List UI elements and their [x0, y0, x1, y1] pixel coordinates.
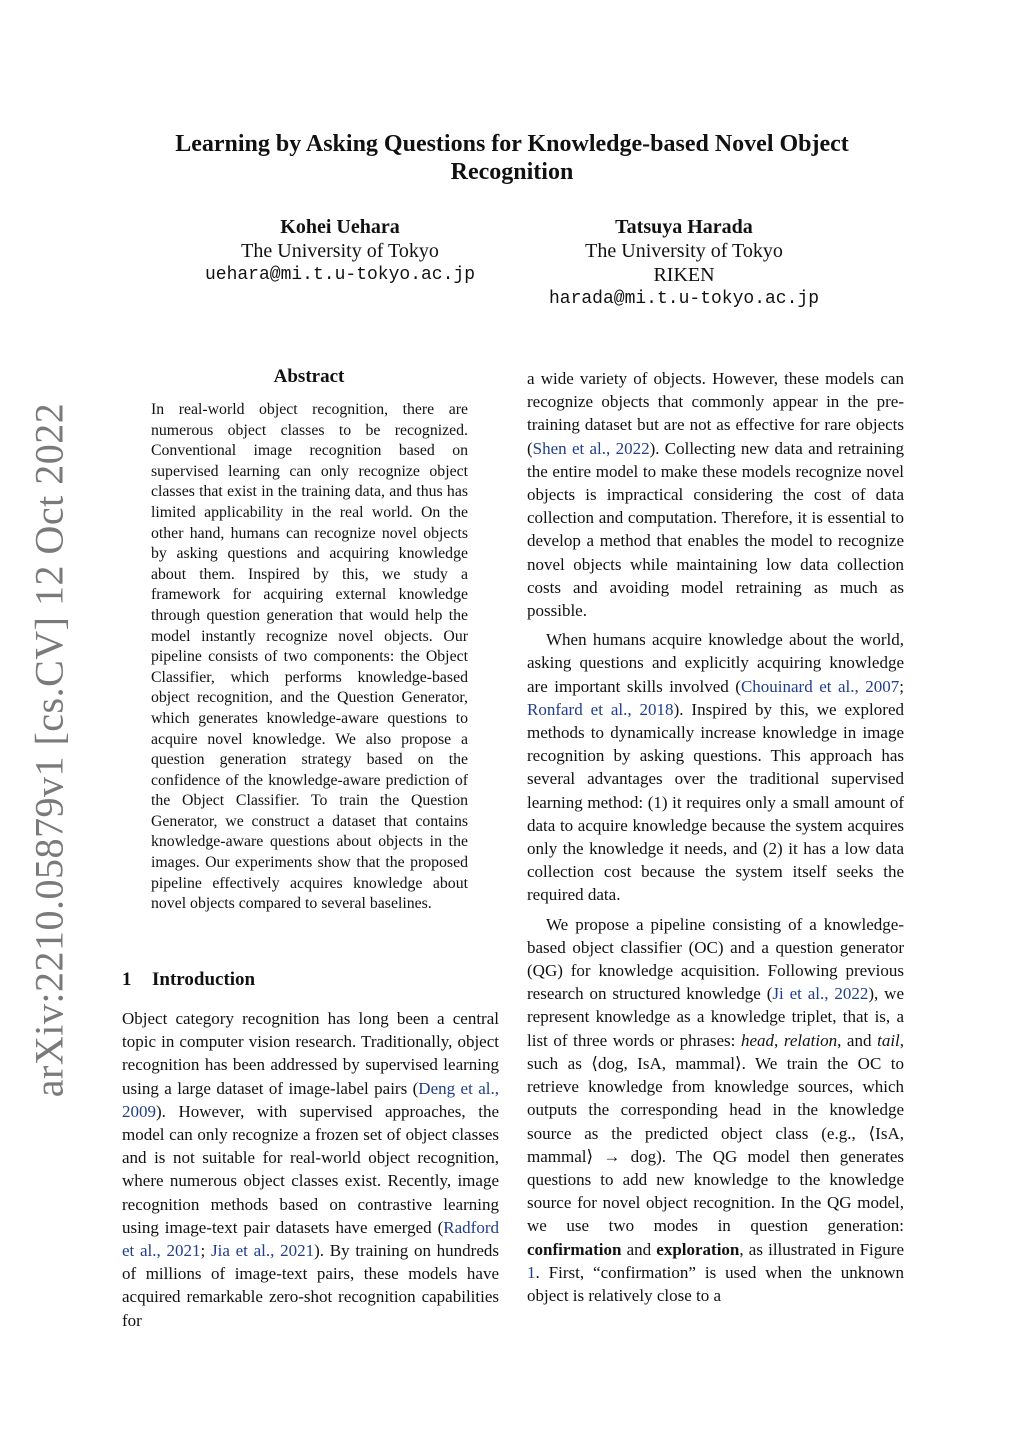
text-run: ). Inspired by this, we explored methods to dynamically increase knowledge in image recognition by asking questions. This approach has several advantages over the traditional supervised learning method: (1) it requires only a small amount of data to acquire knowledge because the system acquires only the knowledge it needs, and (2) it has a low data collection cost because the system itself seeks the required data.: [527, 699, 904, 905]
left-column-body: [122, 1007, 499, 1332]
paragraph: [122, 1007, 499, 1332]
author-email[interactable]: harada@mi.t.u-tokyo.ac.jp: [548, 289, 820, 309]
author-block-1: [190, 215, 490, 287]
text-run: ;: [200, 1241, 211, 1261]
italic-term: tail: [877, 1030, 900, 1050]
bold-term: confirmation: [527, 1239, 622, 1259]
text-run: , such as ⟨dog, IsA, mammal⟩. We train the OC to retrieve knowledge from knowledge sources, which outputs the corresponding head in the knowledge source as the predicted object class (e.g., ⟨IsA, mammal⟩ → dog). The QG model then generates questions to add new knowledge to the knowledge source for novel object recognition. In the QG model, we use two modes in question generation:: [527, 1030, 905, 1236]
text-run: ). However, with supervised approaches, the model can only recognize a frozen set of object classes and is not suitable for real-world object recognition, where numerous object classes exist. Recently, image recognition methods based on contrastive learning using image-text pair datasets have emerged (: [122, 1101, 499, 1237]
arxiv-identifier-text: arXiv:2210.05879v1 [cs.CV] 12 Oct 2022: [26, 402, 72, 1098]
text-run: When humans acquire knowledge about the world, asking questions and explicitly acquiring knowledge are important skills involved (: [527, 630, 904, 696]
text-run: ;: [899, 676, 904, 696]
right-column-body: [527, 367, 904, 1307]
abstract-text: In real-world object recognition, there are numerous object classes to be recognized. Conventional image recognition based on supervised learning can only recognize object classes that exist in the training data, and thus has limited applicability in the real world. On the other hand, humans can recognize novel objects by asking questions and acquiring knowledge about them. Inspired by this, we study a framework for acquiring external knowledge through question generation that would help the model instantly recognize novel objects. Our pipeline consists of two components: the Object Classifier, which performs knowledge-based object recognition, and the Question Generator, which generates knowledge-aware questions to acquire novel knowledge. We also propose a question generation strategy based on the confidence of the knowledge-aware prediction of the Object Classifier. To train the Question Generator, we construct a dataset that contains knowledge-aware questions about objects in the images. Our experiments show that the proposed pipeline effectively acquires knowledge about novel objects compared to several baselines.: [151, 401, 468, 913]
author-name: Tatsuya Harada: [615, 216, 753, 238]
text-run: . First, “confirmation” is used when the unknown object is relatively close to a: [527, 1262, 904, 1305]
text-run: , as illustrated in Figure: [739, 1239, 904, 1259]
citation-link[interactable]: Ji et al., 2022: [772, 984, 869, 1004]
abstract-heading: Abstract: [273, 366, 345, 387]
paragraph: [527, 628, 904, 906]
section-title: Introduction: [152, 969, 256, 990]
text-run: ). By training on hundreds of millions of image-text pairs, these models have acquired remarkable zero-shot recognition capabilities for: [122, 1241, 499, 1330]
section-number: 1: [122, 969, 132, 990]
author-email[interactable]: uehara@mi.t.u-tokyo.ac.jp: [204, 265, 476, 285]
author-affiliation: The University of Tokyo: [585, 240, 783, 262]
paragraph: [527, 913, 904, 1307]
citation-link[interactable]: Shen et al., 2022: [532, 438, 650, 458]
arxiv-identifier: [26, 402, 72, 1098]
author-block-2: [534, 215, 834, 311]
author-affiliation: The University of Tokyo: [241, 240, 439, 262]
text-run: We propose a pipeline consisting of a knowledge-based object classifier (OC) and a question generator (QG) for knowledge acquisition. Following previous research on structured knowledge (: [527, 914, 904, 1004]
citation-link[interactable]: Radford et al., 2021: [122, 1217, 499, 1261]
paper-title: Learning by Asking Questions for Knowledge-based Novel Object Recognition: [175, 131, 849, 185]
citation-link[interactable]: Ronfard et al., 2018: [527, 699, 674, 719]
author-affiliation-2: RIKEN: [653, 264, 715, 286]
text-run: ,: [774, 1030, 784, 1050]
section-heading: [122, 969, 255, 991]
text-run: ), we represent knowledge as a knowledge triplet, that is, a list of three words or phrases:: [527, 984, 904, 1050]
author-name: Kohei Uehara: [280, 216, 400, 238]
text-run: and: [621, 1239, 657, 1259]
text-run: a wide variety of objects. However, these models can recognize objects that commonly appear in the pre-training dataset but are not as effective for rare objects (: [527, 369, 904, 458]
text-run: ). Collecting new data and retraining the entire model to make these models recognize novel objects is impractical considering the cost of data collection and computation. Therefore, it is essential to develop a method that enables the model to recognize novel objects while maintaining low data collection costs and avoiding model retraining as much as possible.: [527, 438, 905, 621]
bold-term: exploration: [656, 1239, 740, 1259]
italic-term: head: [740, 1030, 775, 1050]
citation-link[interactable]: Jia et al., 2021: [210, 1241, 315, 1261]
italic-term: relation: [783, 1030, 838, 1050]
text-run: , and: [837, 1030, 878, 1050]
citation-link[interactable]: Deng et al., 2009: [122, 1078, 499, 1121]
figure-reference-link[interactable]: 1: [527, 1262, 536, 1282]
paragraph: [527, 367, 904, 622]
text-run: Object category recognition has long been a central topic in computer vision research. Traditionally, object recognition has been addressed by supervised learning using a large dataset of image-label pairs (: [122, 1009, 499, 1098]
citation-link[interactable]: Chouinard et al., 2007: [740, 676, 900, 696]
